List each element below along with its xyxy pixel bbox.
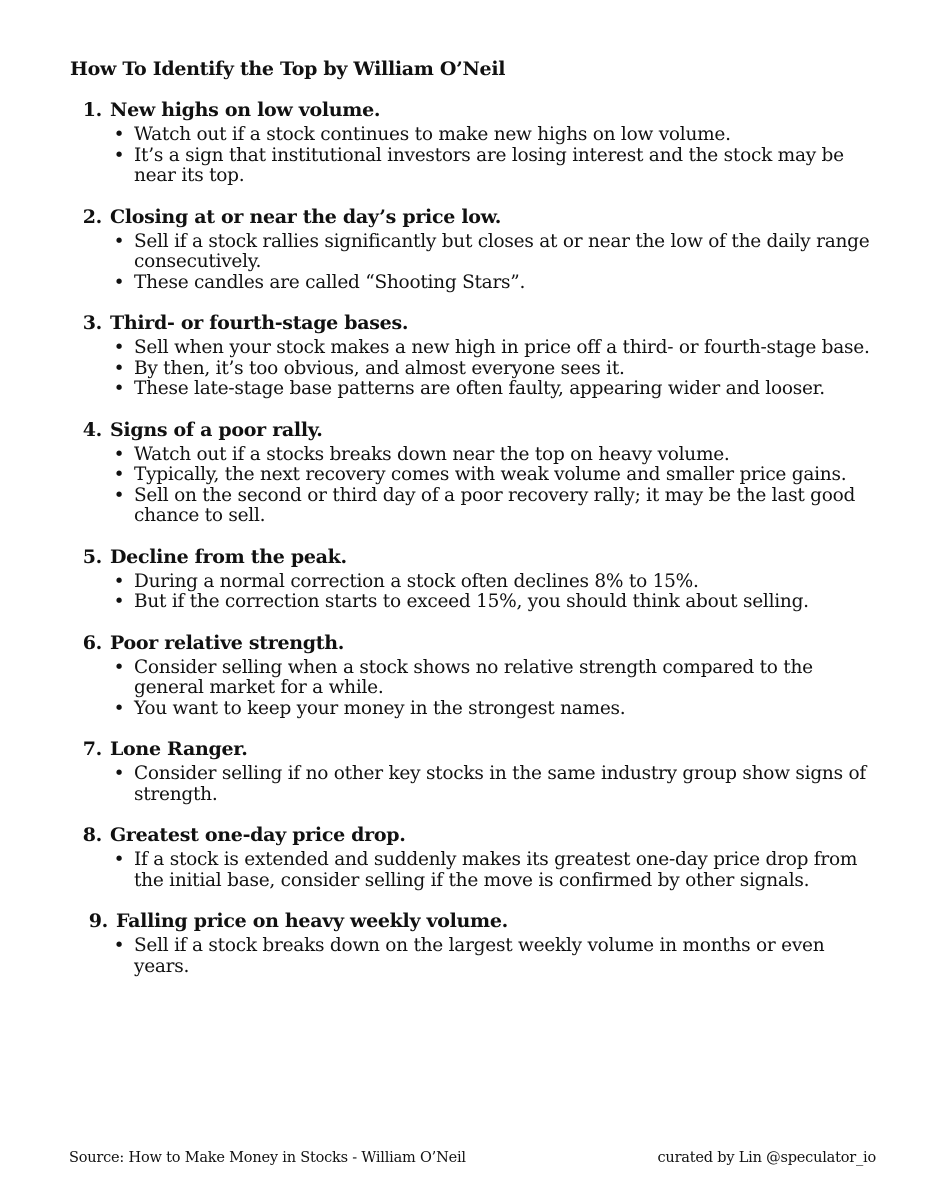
section-title: Greatest one-day price drop.: [110, 824, 406, 846]
bullet-dot-icon: •: [113, 484, 125, 506]
section-number: 5.: [82, 545, 102, 568]
bullet-text: Consider selling if no other key stocks in the same industry group show signs of strength.: [134, 763, 866, 805]
bullet-dot-icon: •: [113, 591, 125, 612]
bullet-text: These late-stage base patterns are often faulty, appearing wider and looser.: [134, 378, 825, 399]
section-number: 9.: [88, 910, 108, 932]
section-heading: [0, 310, 944, 336]
section-title: Signs of a poor rally.: [110, 418, 323, 441]
bullet-text: Sell on the second or third day of a poor recovery rally; it may be the last good chance to sell.: [134, 484, 856, 526]
bullet-text: Watch out if a stocks breaks down near the top on heavy volume.: [134, 443, 730, 465]
bullet-item: [0, 572, 944, 593]
bullet-text: Watch out if a stock continues to make new highs on low volume.: [134, 124, 731, 145]
section-4: [0, 417, 944, 527]
bullet-item: [0, 359, 944, 380]
section-title: Lone Ranger.: [110, 738, 248, 760]
bullet-text: During a normal correction a stock often declines 8% to 15%.: [134, 570, 699, 592]
bullet-item: [0, 486, 944, 527]
section-title: Falling price on heavy weekly volume.: [116, 910, 508, 932]
bullet-dot-icon: •: [113, 443, 125, 465]
bullet-item: [0, 764, 944, 805]
bullet-dot-icon: •: [113, 849, 125, 870]
bullet-dot-icon: •: [113, 763, 125, 784]
bullet-list: [0, 572, 944, 613]
bullet-item: [0, 699, 944, 720]
section-1: [0, 97, 944, 187]
bullet-text: By then, it’s too obvious, and almost everyone sees it.: [134, 357, 625, 379]
section-title: New highs on low volume.: [110, 99, 381, 121]
bullet-list: [0, 445, 944, 527]
bullet-item: [0, 936, 944, 977]
bullet-text: Consider selling when a stock shows no relative strength compared to the general market for a while.: [134, 656, 813, 698]
bullet-dot-icon: •: [113, 337, 125, 358]
section-title: Closing at or near the day’s price low.: [110, 205, 502, 228]
bullet-item: [0, 445, 944, 466]
bullet-list: [0, 125, 944, 187]
section-heading: [0, 908, 944, 934]
document-title: How To Identify the Top by William O’Neil: [70, 58, 506, 80]
bullet-item: [0, 658, 944, 699]
bullet-text: Sell when your stock makes a new high in price off a third- or fourth-stage base.: [134, 337, 870, 358]
bullet-list: [0, 764, 944, 805]
bullet-text: Sell if a stock rallies significantly but closes at or near the low of the daily range consecutively.: [134, 230, 870, 272]
bullet-text: These candles are called “Shooting Stars”.: [134, 271, 526, 293]
section-title: Decline from the peak.: [110, 545, 347, 568]
bullet-dot-icon: •: [113, 144, 125, 166]
bullet-list: [0, 658, 944, 720]
section-heading: [0, 97, 944, 123]
section-title: Third- or fourth-stage bases.: [110, 312, 409, 334]
bullet-list: [0, 936, 944, 977]
section-8: [0, 822, 944, 891]
bullet-dot-icon: •: [113, 230, 125, 252]
bullet-dot-icon: •: [113, 697, 125, 719]
bullet-text: It’s a sign that institutional investors are losing interest and the stock may be near its top.: [134, 144, 844, 186]
bullet-item: [0, 379, 944, 400]
credit-footer: curated by Lin @speculator_io: [657, 1150, 876, 1166]
bullet-list: [0, 232, 944, 294]
section-heading: [0, 204, 944, 230]
bullet-text: You want to keep your money in the strongest names.: [134, 697, 626, 719]
section-2: [0, 204, 944, 294]
section-number: 7.: [82, 738, 102, 760]
bullet-text: Typically, the next recovery comes with weak volume and smaller price gains.: [134, 464, 847, 485]
section-7: [0, 736, 944, 805]
bullet-text: But if the correction starts to exceed 15%, you should think about selling.: [134, 591, 809, 612]
bullet-item: [0, 232, 944, 273]
section-number: 2.: [82, 205, 102, 228]
bullet-dot-icon: •: [113, 271, 125, 293]
section-number: 8.: [82, 824, 102, 846]
bullet-list: [0, 850, 944, 891]
bullet-list: [0, 338, 944, 400]
section-heading: [0, 736, 944, 762]
section-heading: [0, 544, 944, 570]
bullet-dot-icon: •: [113, 656, 125, 678]
bullet-text: If a stock is extended and suddenly makes its greatest one-day price drop from the initial base, consider selling if the move is confirmed by other signals.: [134, 849, 858, 891]
bullet-dot-icon: •: [113, 124, 125, 145]
section-9: [0, 908, 944, 977]
section-5: [0, 544, 944, 613]
section-number: 4.: [82, 418, 102, 441]
section-title: Poor relative strength.: [110, 631, 345, 654]
bullet-item: [0, 465, 944, 486]
section-number: 1.: [82, 99, 102, 121]
bullet-dot-icon: •: [113, 357, 125, 379]
sections-list: [0, 97, 944, 994]
section-heading: [0, 822, 944, 848]
section-6: [0, 630, 944, 720]
bullet-item: [0, 146, 944, 187]
section-heading: [0, 417, 944, 443]
section-number: 6.: [82, 631, 102, 654]
section-heading: [0, 630, 944, 656]
section-number: 3.: [82, 312, 102, 334]
bullet-item: [0, 338, 944, 359]
bullet-text: Sell if a stock breaks down on the largest weekly volume in months or even years.: [134, 935, 825, 977]
bullet-dot-icon: •: [113, 378, 125, 399]
bullet-item: [0, 125, 944, 146]
bullet-item: [0, 273, 944, 294]
bullet-dot-icon: •: [113, 464, 125, 485]
bullet-dot-icon: •: [113, 935, 125, 956]
source-footer: Source: How to Make Money in Stocks - William O’Neil: [69, 1150, 466, 1166]
bullet-dot-icon: •: [113, 570, 125, 592]
bullet-item: [0, 592, 944, 613]
section-3: [0, 310, 944, 400]
bullet-item: [0, 850, 944, 891]
